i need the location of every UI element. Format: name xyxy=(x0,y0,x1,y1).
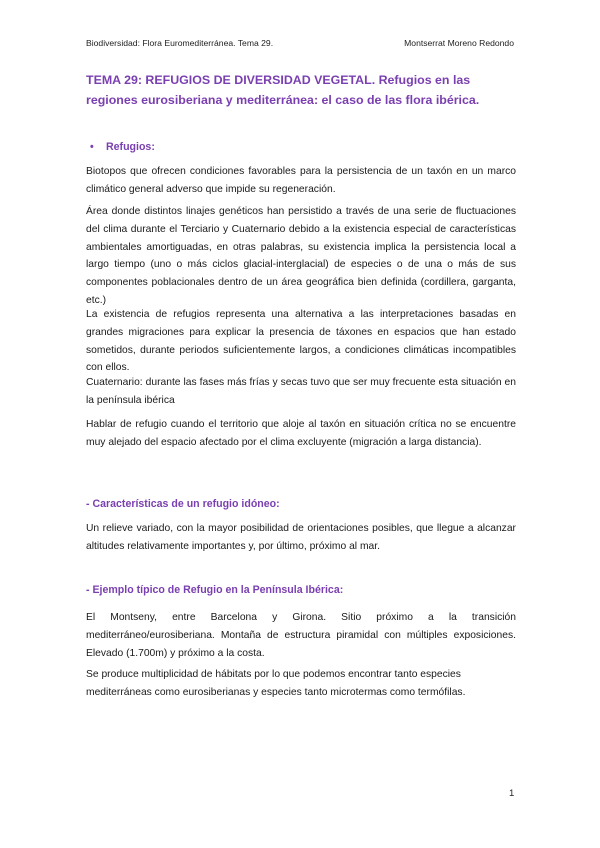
header-author: Montserrat Moreno Redondo xyxy=(404,38,514,48)
bullet-icon: • xyxy=(90,141,94,153)
paragraph-refugios-5: Hablar de refugio cuando el territorio que aloje al taxón en situación crítica no se encuentre muy alejado del espacio afectado por el clima excluyente (migración a larga distancia). xyxy=(86,419,516,448)
paragraph-ejemplo-1: El Montseny, entre Barcelona y Girona. Sitio próximo a la transición mediterráneo/eurosiberiana. Montaña de estructura piramidal con múltiples exposiciones. Elevado (1.700m) y próximo a la costa. xyxy=(86,612,516,659)
section-heading-refugios xyxy=(90,141,516,153)
section-heading-label: Refugios: xyxy=(106,141,155,153)
paragraph-refugios-2: Área donde distintos linajes genéticos han persistido a través de una serie de fluctuaciones del clima durante el Terciario y Cuaternario debido a la existencia especial de características ambientales amortiguadas, en otras palabras, su existencia implica la persistencia local a largo tiempo (uno o más ciclos glacial-interglacial) de especies o de una o más de sus componentes poblacionales dentro de un área geográfica bien definida (cordillera, garganta, etc.) xyxy=(86,206,516,306)
paragraph-ejemplo-2: Se produce multiplicidad de hábitats por lo que podemos encontrar tanto especies mediterráneas como eurosiberianas y especies tanto microtermas como termófilas. xyxy=(86,669,466,698)
section-heading-caracteristicas: - Características de un refugio idóneo: xyxy=(86,498,280,510)
running-header xyxy=(86,38,514,48)
header-course-title: Biodiversidad: Flora Euromediterránea. Tema 29. xyxy=(86,38,274,48)
paragraph-refugios-4: Cuaternario: durante las fases más frías y secas tuvo que ser muy frecuente esta situación en la península ibérica xyxy=(86,377,516,406)
section-heading-ejemplo: - Ejemplo típico de Refugio en la Península Ibérica: xyxy=(86,584,344,596)
paragraph-caracteristicas-1: Un relieve variado, con la mayor posibilidad de orientaciones posibles, que llegue a alcanzar altitudes relativamente importantes y, por último, próximo al mar. xyxy=(86,523,516,552)
document-title: TEMA 29: REFUGIOS DE DIVERSIDAD VEGETAL. Refugios en las regiones eurosiberiana y mediterránea: el caso de las flora ibérica. xyxy=(86,73,480,107)
paragraph-refugios-3: La existencia de refugios representa una alternativa a las interpretaciones basadas en grandes migraciones para explicar la presencia de táxones en espacios que han estado sometidos, durante periodos suficientemente largos, a condiciones climáticas incompatibles con ellos. xyxy=(86,309,516,374)
page-number: 1 xyxy=(509,788,515,799)
paragraph-refugios-1: Biotopos que ofrecen condiciones favorables para la persistencia de un taxón en un marco climático general adverso que impide su regeneración. xyxy=(86,166,516,195)
